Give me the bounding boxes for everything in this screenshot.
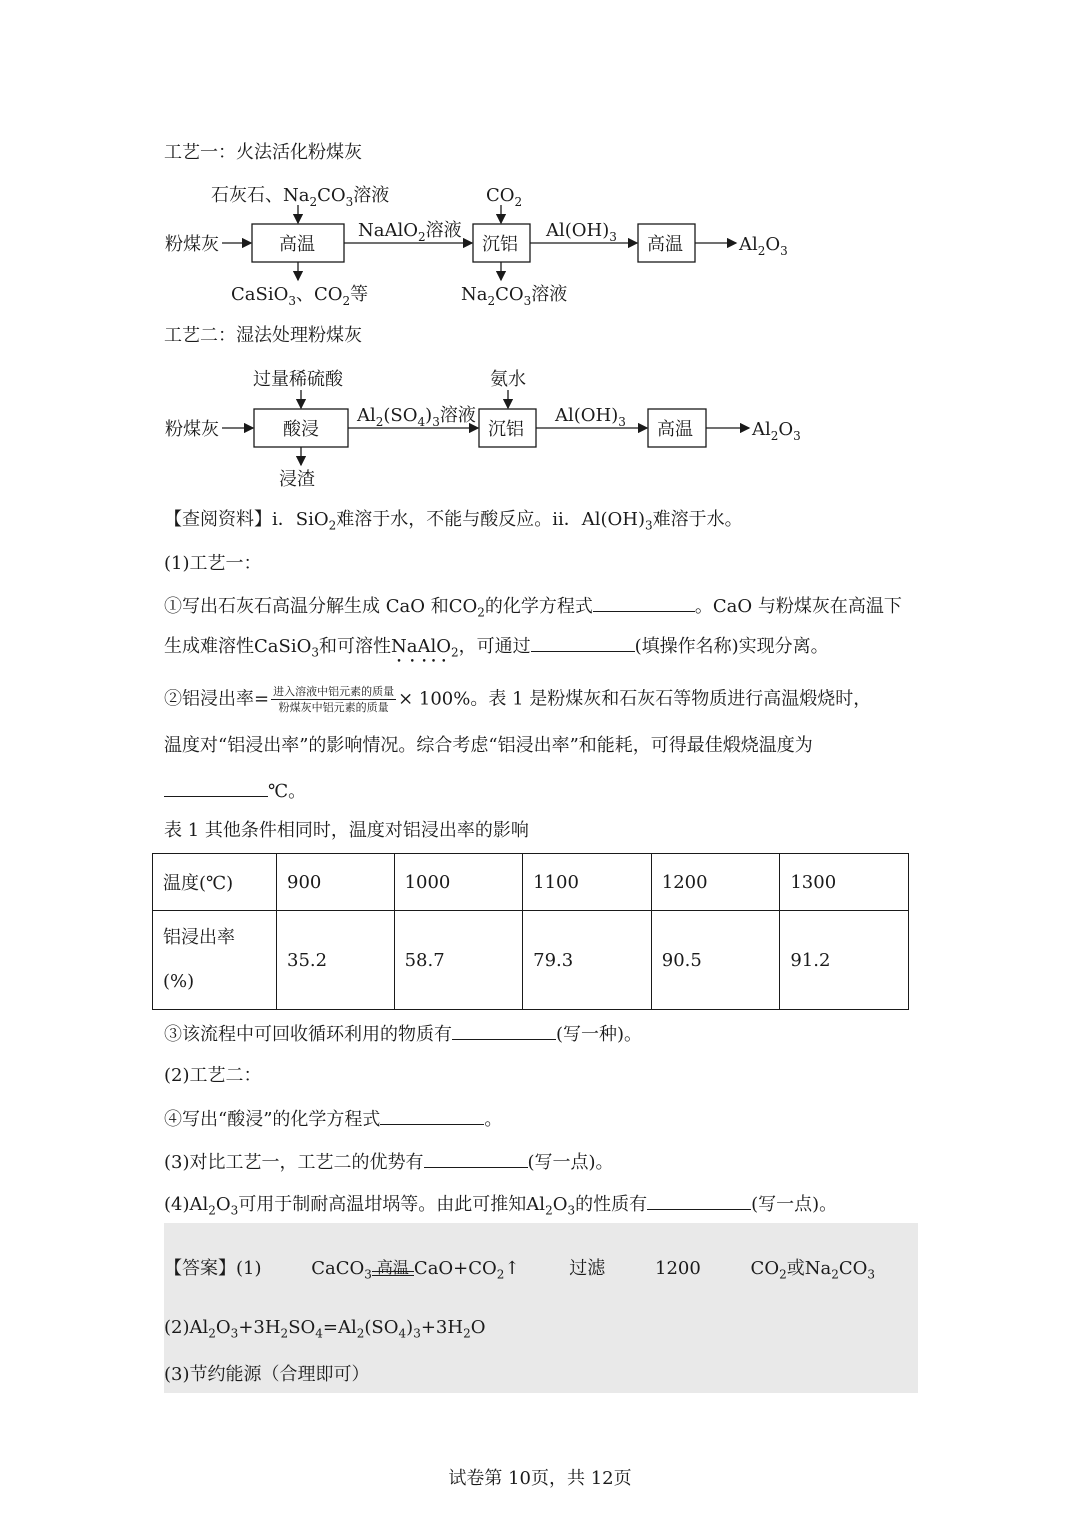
q4-blank[interactable] — [647, 1191, 751, 1210]
table-cell-rate: 58.7 — [394, 911, 523, 1010]
p1-output: $Al_2O_3$ — [739, 234, 788, 258]
q1-2-line2: 温度对“铝浸出率”的影响情况。综合考虑“铝浸出率”和能耗，可得最佳煅烧温度为 — [164, 735, 813, 756]
p2-stream1: $Al_2(SO_4)_3$溶液 — [357, 405, 476, 429]
answer-equation1: CaCO$_3$ 高温 $CaO+CO_2↑$ — [311, 1257, 520, 1282]
flow-diagrams — [0, 0, 1080, 520]
table-cell-temp: 1200 — [651, 854, 780, 911]
answer-recycle: $CO_2$或$Na_2CO_3$ — [750, 1258, 876, 1282]
q1-2-line3: ℃。 — [164, 778, 306, 804]
process2-title: 工艺二：湿法处理粉煤灰 — [164, 325, 362, 346]
p2-stream2: $Al(OH)_3$ — [555, 405, 626, 429]
table-cell-rate: 91.2 — [780, 911, 909, 1010]
answer-filter: 过滤 — [569, 1258, 606, 1279]
p1-input: 粉煤灰 — [165, 234, 219, 255]
q1-2-line1: ②铝浸出率= $\frac{\text{进入溶液中铝元素的质量}}{\text{粉煤灰中铝元素的质量}}$ × 100%。表 1 是粉煤灰和石灰石等物质进行高温煅烧时， — [164, 685, 872, 714]
q1-1-blank1[interactable] — [593, 593, 695, 612]
p1-byproduct2: $Na_2CO_3$溶液 — [461, 284, 568, 308]
q1-3: ③该流程中可回收循环利用的物质有 (写一种)。 — [164, 1021, 642, 1047]
p1-stream1: NaAlO$_2$溶液 — [358, 220, 462, 244]
p1-stream2: $Al(OH)_3$ — [546, 220, 617, 244]
p1-box1-label: 高温 — [279, 234, 315, 255]
table-cell-rate: 35.2 — [277, 911, 395, 1010]
process1-diagram — [165, 185, 788, 308]
q2-4: ④写出“酸浸”的化学方程式 。 — [164, 1106, 502, 1132]
p2-box2-label: 沉铝 — [488, 419, 524, 440]
p2-input: 粉煤灰 — [165, 419, 219, 440]
q3-blank[interactable] — [424, 1149, 528, 1168]
leach-rate-fraction: $\frac{\text{进入溶液中铝元素的质量}}{\text{粉煤灰中铝元素的质量}}$ — [273, 685, 395, 714]
p1-reagent-top1: 石灰石、$Na_2CO_3$溶液 — [211, 185, 390, 209]
leach-rate-table — [152, 853, 909, 1010]
process2-diagram — [165, 369, 801, 490]
table-cell-temp: 1100 — [523, 854, 652, 911]
p2-output: $Al_2O_3$ — [752, 419, 801, 443]
table-cell-temp: 900 — [277, 854, 395, 911]
p1-reagent-top2: $CO_2$ — [486, 185, 523, 209]
table-cell-rate: 79.3 — [523, 911, 652, 1010]
q3: (3)对比工艺一，工艺二的优势有 (写一点)。 — [164, 1149, 614, 1175]
table-cell-temp: 1000 — [394, 854, 523, 911]
q1-label: (1)工艺一： — [164, 553, 262, 574]
q1-2-blank[interactable] — [164, 778, 268, 797]
table-row-leach-rate — [153, 911, 909, 1010]
answer-line3: (3)节约能源（合理即可） — [164, 1364, 370, 1385]
process1-title: 工艺一：火法活化粉煤灰 — [164, 142, 362, 163]
q1-3-blank[interactable] — [452, 1021, 556, 1040]
p2-reagent-top1: 过量稀硫酸 — [253, 369, 343, 390]
p1-box2-label: 沉铝 — [482, 234, 518, 255]
q2-4-blank[interactable] — [380, 1106, 484, 1125]
answer-line2: $(2)Al_2O_3+3H_2SO_4=Al_2(SO_4)_3+3H_2O$ — [164, 1317, 486, 1341]
table-row-temperature — [153, 854, 909, 911]
answer-temp: 1200 — [655, 1258, 701, 1279]
answer-box — [164, 1223, 918, 1393]
p2-reagent-top2: 氨水 — [490, 369, 526, 390]
p2-box3-label: 高温 — [657, 419, 693, 440]
q1-1-blank2[interactable] — [531, 633, 635, 652]
answer-line1: 【答案】(1) CaCO$_3$ 高温 $CaO+CO_2↑$ 过滤 1200 $CO_2$或$Na_2CO_3$ — [164, 1257, 876, 1282]
reaction-condition: 高温 — [372, 1271, 414, 1282]
table-caption: 表 1 其他条件相同时，温度对铝浸出率的影响 — [164, 820, 529, 841]
p1-byproduct1: CaSiO$_3$、$CO_2$等 — [231, 284, 369, 308]
page-footer: 试卷第 10页，共 12页 — [448, 1468, 632, 1489]
q1-1-line1: ①写出石灰石高温分解生成 CaO 和$CO_2$的化学方程式 。CaO 与粉煤灰在高温下 — [164, 593, 902, 625]
p2-box1-label: 酸浸 — [283, 419, 319, 440]
q4: $(4)Al_2O_3$可用于制耐高温坩埚等。由此可推知$Al_2O_3$的性质有 (写一点)。 — [164, 1191, 837, 1223]
table-header-temperature: 温度(℃) — [153, 854, 277, 911]
table-header-leach-rate: 铝浸出率 (%) — [153, 911, 277, 1010]
table-cell-rate: 90.5 — [651, 911, 780, 1010]
table-cell-temp: 1300 — [780, 854, 909, 911]
p1-box3-label: 高温 — [647, 234, 683, 255]
p2-byproduct1: 浸渣 — [279, 469, 315, 490]
q1-1-line2: 生成难溶性CaSiO$_3$和可溶性NaAlO$_2$，可通过 (填操作名称)实现分离。 — [164, 633, 829, 667]
q2-label: (2)工艺二： — [164, 1065, 262, 1086]
reference-note: 【查阅资料】i．SiO$_2$难溶于水，不能与酸反应。ii．$Al(OH)_3$难溶于水。 — [164, 509, 743, 533]
